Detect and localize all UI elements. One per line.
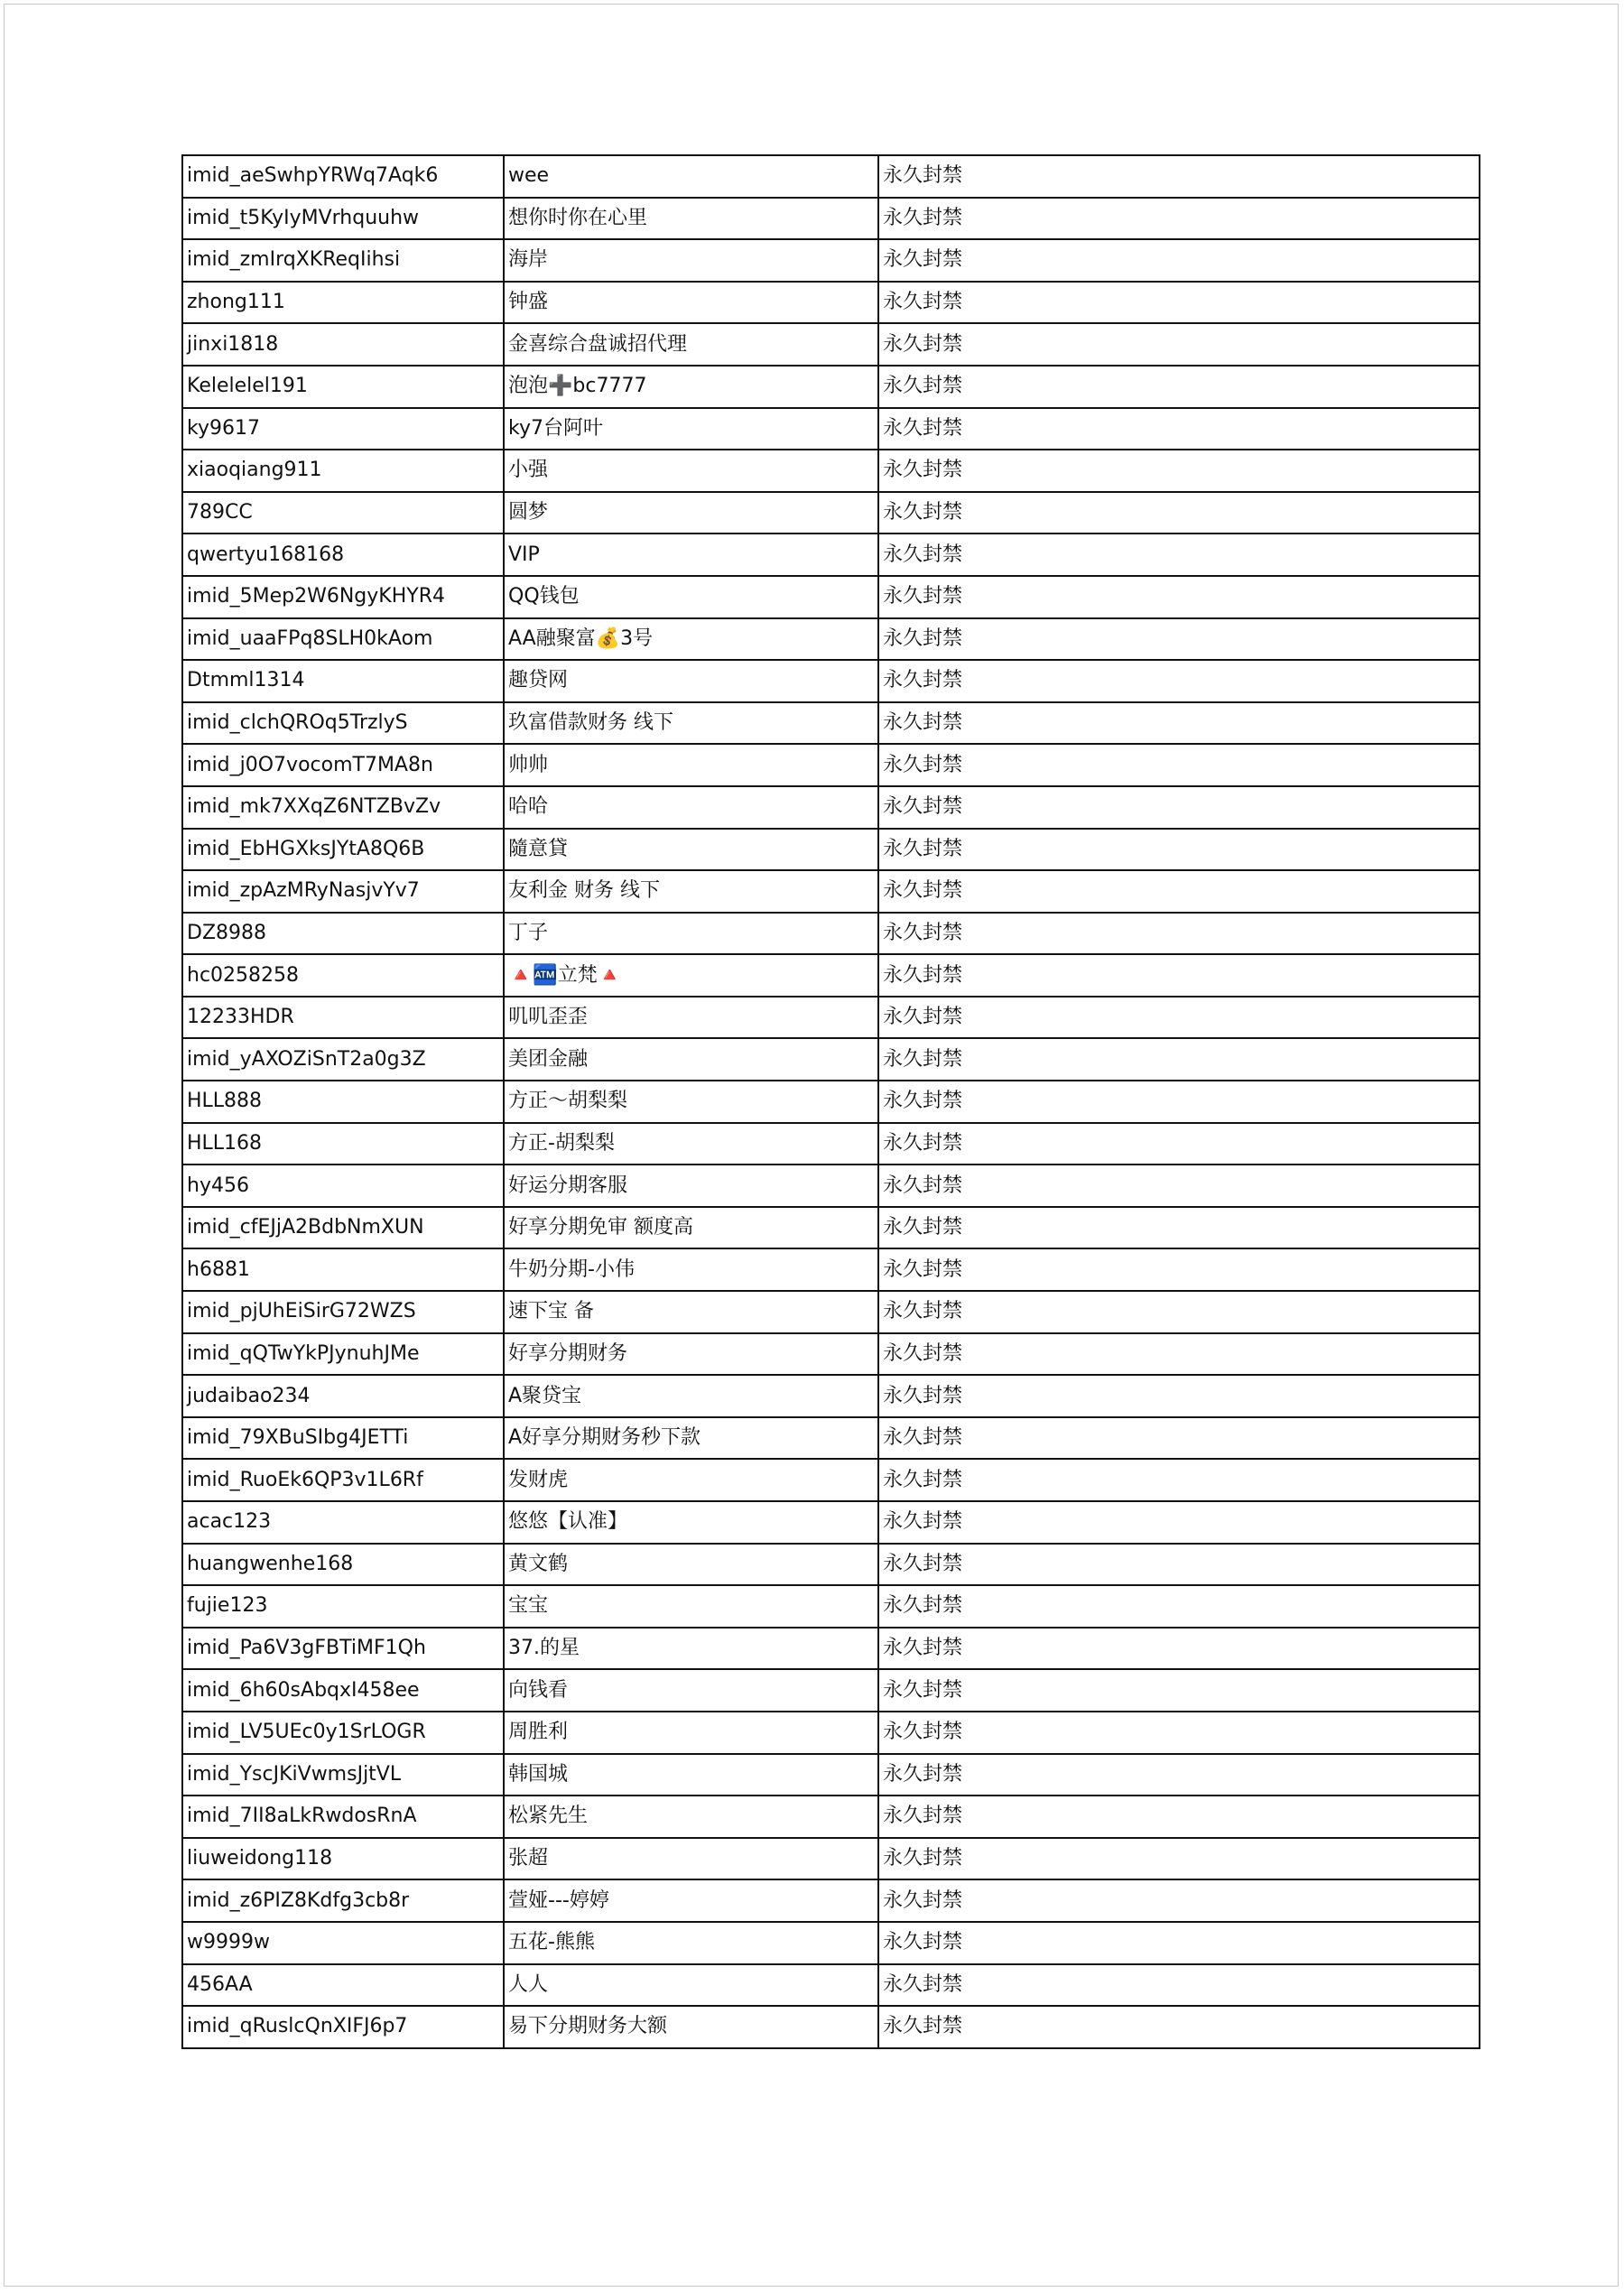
table-row xyxy=(182,450,1480,492)
nickname-cell: A好享分期财务秒下款 xyxy=(504,1417,878,1460)
nickname-cell: 牛奶分期-小伟 xyxy=(504,1248,878,1291)
account-id-cell: imid_z6PIZ8Kdfg3cb8r xyxy=(182,1879,504,1922)
ban-status-cell: 永久封禁 xyxy=(878,1754,1480,1796)
ban-status-cell: 永久封禁 xyxy=(878,2006,1480,2048)
nickname-cell: 好运分期客服 xyxy=(504,1165,878,1207)
ban-status-cell: 永久封禁 xyxy=(878,1879,1480,1922)
table-row xyxy=(182,1964,1480,2007)
account-id-cell: HLL888 xyxy=(182,1081,504,1123)
account-id-cell: imid_t5KyIyMVrhquuhw xyxy=(182,198,504,240)
nickname-cell: 叽叽歪歪 xyxy=(504,997,878,1039)
ban-status-cell: 永久封禁 xyxy=(878,1123,1480,1165)
account-id-cell: imid_7II8aLkRwdosRnA xyxy=(182,1796,504,1838)
nickname-cell: 发财虎 xyxy=(504,1459,878,1501)
nickname-cell: 五花-熊熊 xyxy=(504,1922,878,1964)
nickname-cell: 隨意貸 xyxy=(504,829,878,871)
account-id-cell: xiaoqiang911 xyxy=(182,450,504,492)
account-id-cell: qwertyu168168 xyxy=(182,534,504,576)
table-row xyxy=(182,954,1480,997)
table-row xyxy=(182,1585,1480,1628)
ban-status-cell: 永久封禁 xyxy=(878,1669,1480,1712)
table-row xyxy=(182,2006,1480,2048)
table-row xyxy=(182,323,1480,366)
account-id-cell: DZ8988 xyxy=(182,913,504,955)
account-id-cell: imid_mk7XXqZ6NTZBvZv xyxy=(182,786,504,829)
table-row xyxy=(182,618,1480,661)
nickname-cell: 泡泡➕bc7777 xyxy=(504,366,878,408)
ban-status-cell: 永久封禁 xyxy=(878,1165,1480,1207)
nickname-cell: 悠悠【认准】 xyxy=(504,1501,878,1544)
table-row xyxy=(182,1165,1480,1207)
ban-status-cell: 永久封禁 xyxy=(878,1207,1480,1249)
nickname-cell: wee xyxy=(504,155,878,198)
ban-status-cell: 永久封禁 xyxy=(878,1922,1480,1964)
ban-status-cell: 永久封禁 xyxy=(878,1038,1480,1081)
table-row xyxy=(182,913,1480,955)
account-id-cell: imid_YscJKiVwmsJjtVL xyxy=(182,1754,504,1796)
table-row xyxy=(182,1628,1480,1670)
ban-status-cell: 永久封禁 xyxy=(878,408,1480,450)
account-id-cell: imid_79XBuSIbg4JETTi xyxy=(182,1417,504,1460)
table-row xyxy=(182,198,1480,240)
nickname-cell: A聚贷宝 xyxy=(504,1375,878,1417)
ban-status-cell: 永久封禁 xyxy=(878,576,1480,618)
ban-status-cell: 永久封禁 xyxy=(878,829,1480,871)
nickname-cell: 37.的星 xyxy=(504,1628,878,1670)
ban-status-cell: 永久封禁 xyxy=(878,1459,1480,1501)
table-row xyxy=(182,702,1480,745)
nickname-cell: 圆梦 xyxy=(504,492,878,534)
ban-status-cell: 永久封禁 xyxy=(878,1964,1480,2007)
table-row xyxy=(182,1501,1480,1544)
ban-status-cell: 永久封禁 xyxy=(878,1585,1480,1628)
account-id-cell: liuweidong118 xyxy=(182,1838,504,1880)
nickname-cell: 友利金 财务 线下 xyxy=(504,870,878,913)
ban-status-cell: 永久封禁 xyxy=(878,660,1480,702)
table-row xyxy=(182,1248,1480,1291)
nickname-cell: 松紧先生 xyxy=(504,1796,878,1838)
nickname-cell: 想你时你在心里 xyxy=(504,198,878,240)
nickname-cell: 丁子 xyxy=(504,913,878,955)
ban-status-cell: 永久封禁 xyxy=(878,1628,1480,1670)
table-row xyxy=(182,660,1480,702)
account-id-cell: imid_j0O7vocomT7MA8n xyxy=(182,744,504,786)
account-id-cell: imid_yAXOZiSnT2a0g3Z xyxy=(182,1038,504,1081)
table-row xyxy=(182,534,1480,576)
table-row xyxy=(182,1544,1480,1586)
ban-status-cell: 永久封禁 xyxy=(878,1248,1480,1291)
table-row xyxy=(182,744,1480,786)
ban-status-cell: 永久封禁 xyxy=(878,1838,1480,1880)
account-id-cell: imid_RuoEk6QP3v1L6Rf xyxy=(182,1459,504,1501)
nickname-cell: 小强 xyxy=(504,450,878,492)
nickname-cell: 萱娅---婷婷 xyxy=(504,1879,878,1922)
ban-status-cell: 永久封禁 xyxy=(878,997,1480,1039)
ban-status-cell: 永久封禁 xyxy=(878,1375,1480,1417)
account-id-cell: imid_clchQROq5TrzlyS xyxy=(182,702,504,745)
nickname-cell: 方正-胡梨梨 xyxy=(504,1123,878,1165)
account-id-cell: imid_qQTwYkPJynuhJMe xyxy=(182,1333,504,1376)
table-row xyxy=(182,870,1480,913)
account-id-cell: imid_cfEJjA2BdbNmXUN xyxy=(182,1207,504,1249)
nickname-cell: 玖富借款财务 线下 xyxy=(504,702,878,745)
nickname-cell: 海岸 xyxy=(504,239,878,282)
ban-status-cell: 永久封禁 xyxy=(878,870,1480,913)
nickname-cell: QQ钱包 xyxy=(504,576,878,618)
nickname-cell: 韩国城 xyxy=(504,1754,878,1796)
account-id-cell: imid_qRuslcQnXIFJ6p7 xyxy=(182,2006,504,2048)
table-row xyxy=(182,155,1480,198)
table-row xyxy=(182,1669,1480,1712)
ban-status-cell: 永久封禁 xyxy=(878,282,1480,324)
account-id-cell: 789CC xyxy=(182,492,504,534)
table-row xyxy=(182,1375,1480,1417)
nickname-cell: 帅帅 xyxy=(504,744,878,786)
ban-status-cell: 永久封禁 xyxy=(878,1333,1480,1376)
nickname-cell: 人人 xyxy=(504,1964,878,2007)
account-id-cell: w9999w xyxy=(182,1922,504,1964)
account-id-cell: Dtmml1314 xyxy=(182,660,504,702)
table-row xyxy=(182,576,1480,618)
nickname-cell: 易下分期财务大额 xyxy=(504,2006,878,2048)
nickname-cell: 美团金融 xyxy=(504,1038,878,1081)
ban-status-cell: 永久封禁 xyxy=(878,366,1480,408)
ban-status-cell: 永久封禁 xyxy=(878,239,1480,282)
table-row xyxy=(182,366,1480,408)
ban-status-cell: 永久封禁 xyxy=(878,786,1480,829)
table-row xyxy=(182,1207,1480,1249)
nickname-cell: 哈哈 xyxy=(504,786,878,829)
account-id-cell: hy456 xyxy=(182,1165,504,1207)
ban-status-cell: 永久封禁 xyxy=(878,323,1480,366)
ban-status-cell: 永久封禁 xyxy=(878,954,1480,997)
account-id-cell: imid_uaaFPq8SLH0kAom xyxy=(182,618,504,661)
nickname-cell: 向钱看 xyxy=(504,1669,878,1712)
ban-status-cell: 永久封禁 xyxy=(878,1417,1480,1460)
table-row xyxy=(182,786,1480,829)
account-id-cell: Kelelelel191 xyxy=(182,366,504,408)
table-row xyxy=(182,282,1480,324)
ban-status-cell: 永久封禁 xyxy=(878,492,1480,534)
table-row xyxy=(182,829,1480,871)
table-row xyxy=(182,1123,1480,1165)
table-row xyxy=(182,1754,1480,1796)
table-row xyxy=(182,239,1480,282)
table-row xyxy=(182,1291,1480,1333)
nickname-cell: 🔺🏧立梵🔺 xyxy=(504,954,878,997)
ban-status-cell: 永久封禁 xyxy=(878,198,1480,240)
table-row xyxy=(182,1333,1480,1376)
table-row xyxy=(182,997,1480,1039)
table-row xyxy=(182,1879,1480,1922)
table-row xyxy=(182,1417,1480,1460)
table-row xyxy=(182,1712,1480,1754)
account-id-cell: HLL168 xyxy=(182,1123,504,1165)
account-id-cell: huangwenhe168 xyxy=(182,1544,504,1586)
table-row xyxy=(182,408,1480,450)
account-id-cell: 456AA xyxy=(182,1964,504,2007)
nickname-cell: 方正～胡梨梨 xyxy=(504,1081,878,1123)
ban-status-cell: 永久封禁 xyxy=(878,155,1480,198)
account-id-cell: acac123 xyxy=(182,1501,504,1544)
account-id-cell: 12233HDR xyxy=(182,997,504,1039)
account-id-cell: fujie123 xyxy=(182,1585,504,1628)
table-row xyxy=(182,1081,1480,1123)
table-row xyxy=(182,1038,1480,1081)
nickname-cell: 好享分期免审 额度高 xyxy=(504,1207,878,1249)
account-id-cell: imid_Pa6V3gFBTiMF1Qh xyxy=(182,1628,504,1670)
account-id-cell: imid_EbHGXksJYtA8Q6B xyxy=(182,829,504,871)
ban-list-table xyxy=(181,154,1480,2049)
table-row xyxy=(182,1796,1480,1838)
account-id-cell: imid_6h60sAbqxI458ee xyxy=(182,1669,504,1712)
ban-status-cell: 永久封禁 xyxy=(878,618,1480,661)
ban-status-cell: 永久封禁 xyxy=(878,744,1480,786)
nickname-cell: 金喜综合盘诚招代理 xyxy=(504,323,878,366)
account-id-cell: judaibao234 xyxy=(182,1375,504,1417)
ban-status-cell: 永久封禁 xyxy=(878,1081,1480,1123)
nickname-cell: 速下宝 备 xyxy=(504,1291,878,1333)
nickname-cell: 周胜利 xyxy=(504,1712,878,1754)
ban-list-body xyxy=(182,155,1480,2048)
account-id-cell: h6881 xyxy=(182,1248,504,1291)
ban-status-cell: 永久封禁 xyxy=(878,534,1480,576)
nickname-cell: 张超 xyxy=(504,1838,878,1880)
table-row xyxy=(182,1459,1480,1501)
account-id-cell: ky9617 xyxy=(182,408,504,450)
nickname-cell: VIP xyxy=(504,534,878,576)
account-id-cell: zhong111 xyxy=(182,282,504,324)
nickname-cell: 趣贷网 xyxy=(504,660,878,702)
ban-status-cell: 永久封禁 xyxy=(878,1712,1480,1754)
account-id-cell: imid_5Mep2W6NgyKHYR4 xyxy=(182,576,504,618)
nickname-cell: 宝宝 xyxy=(504,1585,878,1628)
nickname-cell: 好享分期财务 xyxy=(504,1333,878,1376)
ban-status-cell: 永久封禁 xyxy=(878,913,1480,955)
nickname-cell: 黄文鹤 xyxy=(504,1544,878,1586)
nickname-cell: AA融聚富💰3号 xyxy=(504,618,878,661)
account-id-cell: imid_aeSwhpYRWq7Aqk6 xyxy=(182,155,504,198)
account-id-cell: imid_zpAzMRyNasjvYv7 xyxy=(182,870,504,913)
nickname-cell: ky7台阿叶 xyxy=(504,408,878,450)
account-id-cell: hc0258258 xyxy=(182,954,504,997)
ban-status-cell: 永久封禁 xyxy=(878,450,1480,492)
account-id-cell: imid_LV5UEc0y1SrLOGR xyxy=(182,1712,504,1754)
ban-status-cell: 永久封禁 xyxy=(878,1291,1480,1333)
ban-status-cell: 永久封禁 xyxy=(878,1501,1480,1544)
account-id-cell: imid_pjUhEiSirG72WZS xyxy=(182,1291,504,1333)
table-row xyxy=(182,1922,1480,1964)
nickname-cell: 钟盛 xyxy=(504,282,878,324)
table-row xyxy=(182,1838,1480,1880)
ban-status-cell: 永久封禁 xyxy=(878,702,1480,745)
account-id-cell: imid_zmIrqXKReqIihsi xyxy=(182,239,504,282)
ban-status-cell: 永久封禁 xyxy=(878,1796,1480,1838)
table-row xyxy=(182,492,1480,534)
ban-status-cell: 永久封禁 xyxy=(878,1544,1480,1586)
account-id-cell: jinxi1818 xyxy=(182,323,504,366)
